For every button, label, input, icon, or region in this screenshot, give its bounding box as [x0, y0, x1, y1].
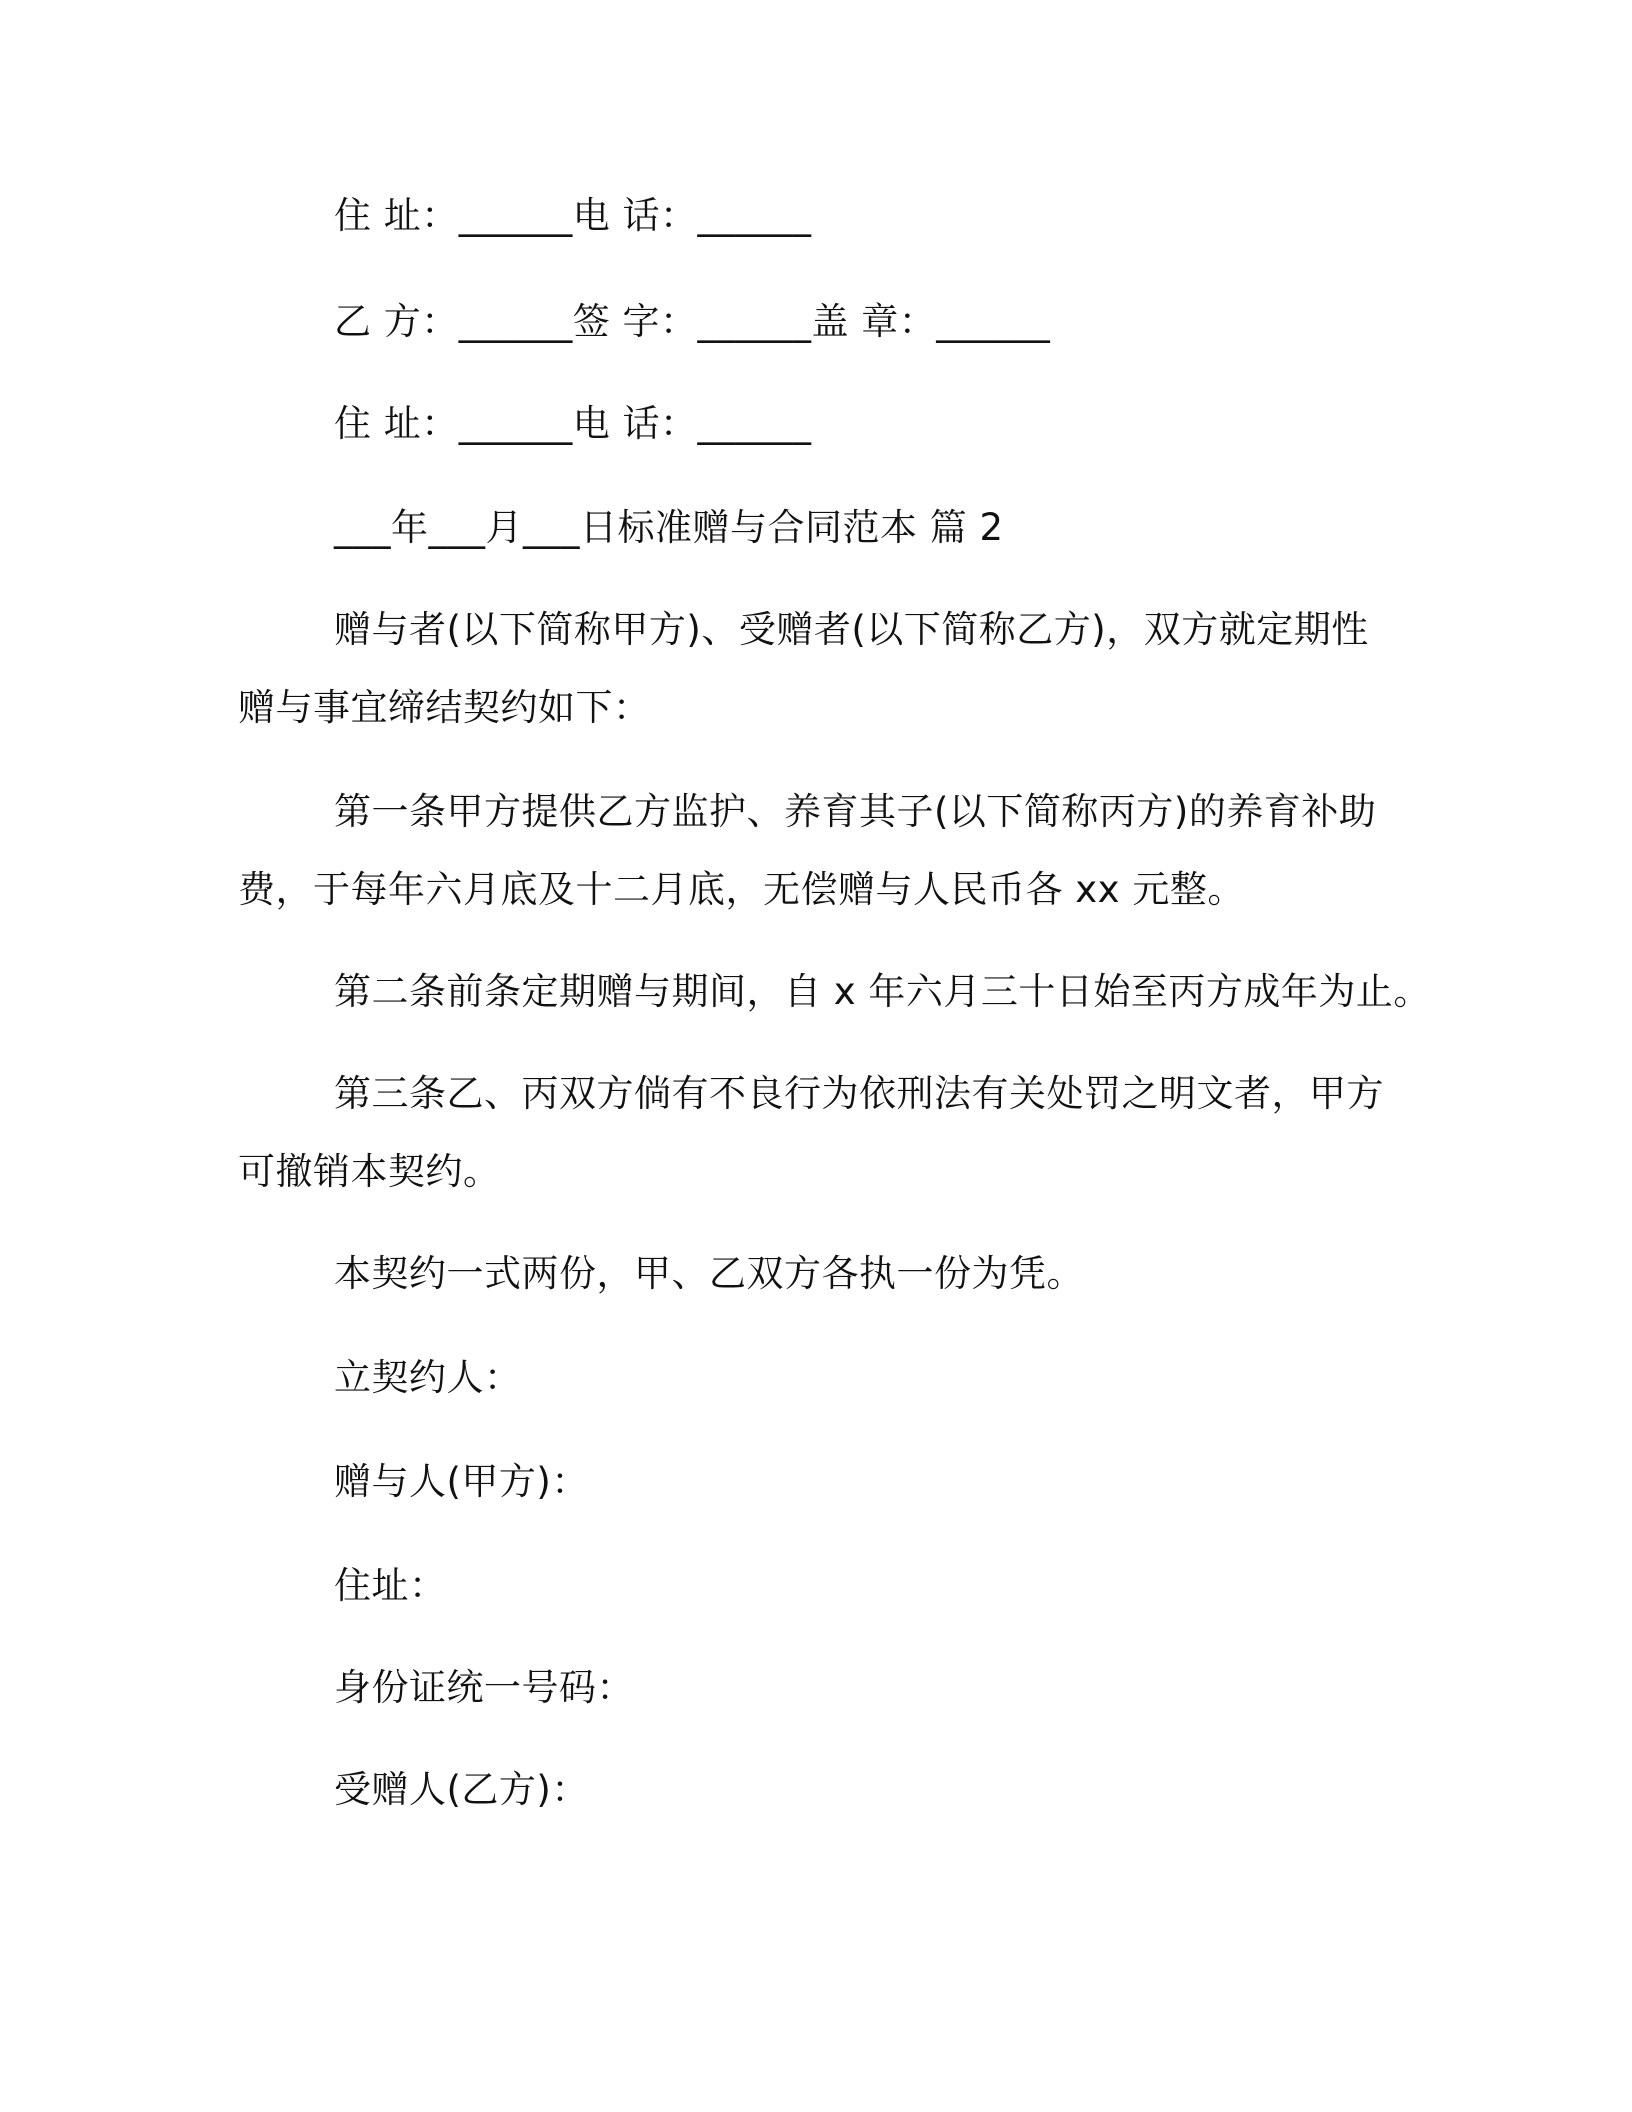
party-a-address-phone-line: 住 址：______电 话：______ [334, 194, 812, 237]
donor-label: 赠与人(甲方)： [334, 1460, 589, 1503]
article-1-line-2: 费，于每年六月底及十二月底，无偿赠与人民币各 xx 元整。 [238, 868, 1245, 911]
donee-label: 受赠人(乙方)： [334, 1768, 589, 1811]
id-number-label: 身份证统一号码： [334, 1666, 634, 1709]
article-3-line-2: 可撤销本契约。 [238, 1150, 501, 1193]
party-b-address-phone-line: 住 址：______电 话：______ [334, 402, 812, 445]
section-heading: ___年___月___日标准赠与合同范本 篇 2 [334, 506, 1004, 549]
article-3-line-1: 第三条乙、丙双方倘有不良行为依刑法有关处罚之明文者，甲方 [334, 1072, 1384, 1115]
intro-paragraph-line-2: 赠与事宜缔结契约如下： [238, 686, 651, 729]
signatories-label: 立契约人： [334, 1356, 522, 1399]
article-1-line-1: 第一条甲方提供乙方监护、养育其子(以下简称丙方)的养育补助 [334, 790, 1377, 833]
intro-paragraph-line-1: 赠与者(以下简称甲方)、受赠者(以下简称乙方)，双方就定期性 [334, 608, 1369, 651]
article-2: 第二条前条定期赠与期间，自 x 年六月三十日始至丙方成年为止。 [334, 970, 1431, 1013]
party-b-signature-line: 乙 方：______签 字：______盖 章：______ [334, 300, 1051, 343]
address-label: 住址： [334, 1564, 447, 1607]
copies-clause: 本契约一式两份，甲、乙双方各执一份为凭。 [334, 1252, 1084, 1295]
